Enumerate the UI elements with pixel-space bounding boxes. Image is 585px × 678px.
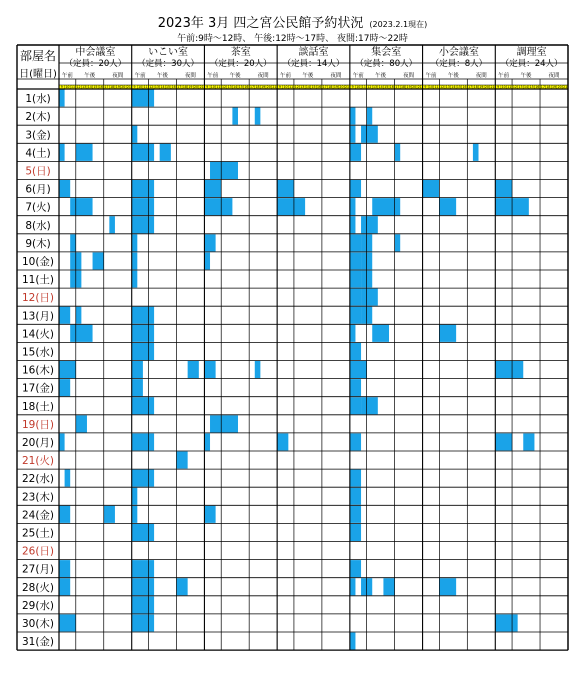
booking-block[interactable] [76, 307, 82, 324]
day-label: 29(水) [21, 599, 55, 612]
booking-block[interactable] [132, 343, 154, 360]
period-label: 午前 [134, 73, 146, 79]
hour-scale-label: 19 [551, 85, 557, 89]
hour-scale-label: 17 [104, 85, 109, 89]
booking-block[interactable] [76, 144, 93, 161]
hour-scale-label: 11 [216, 85, 221, 89]
hour-scale-label: 14 [87, 85, 92, 89]
period-label: 午後 [302, 73, 314, 79]
booking-block[interactable] [204, 506, 215, 523]
day-label: 28(火) [21, 581, 55, 594]
booking-block[interactable] [423, 180, 440, 197]
booking-block[interactable] [361, 216, 378, 233]
hour-scale-label: 16 [244, 85, 249, 89]
booking-block[interactable] [59, 578, 70, 595]
booking-block[interactable] [277, 180, 294, 197]
hour-scale-label: 11 [507, 85, 512, 89]
hour-scale-label: 12 [76, 85, 81, 89]
day-label: 25(土) [21, 527, 55, 540]
hour-scale-label: 17 [540, 85, 545, 89]
hour-scale-label: 10 [65, 85, 70, 89]
booking-block[interactable] [255, 108, 261, 125]
booking-block[interactable] [59, 180, 70, 197]
day-label: 21(火) [21, 455, 55, 468]
room-name: 茶室 [230, 47, 251, 58]
booking-block[interactable] [132, 234, 138, 251]
booking-block[interactable] [350, 578, 356, 595]
booking-block[interactable] [132, 180, 154, 197]
day-label: 16(木) [21, 364, 55, 377]
room-name: 集会室 [371, 47, 402, 58]
day-label: 11(土) [21, 274, 55, 287]
day-label: 2(木) [25, 111, 51, 124]
hour-scale-label: 15 [166, 85, 171, 89]
booking-block[interactable] [70, 234, 76, 251]
booking-block[interactable] [350, 198, 356, 215]
day-label: 4(土) [25, 147, 51, 160]
period-label: 夜間 [475, 73, 487, 79]
hour-scale-label: 13 [518, 85, 523, 89]
period-label: 午後 [156, 73, 168, 79]
hour-scale-label: 11 [70, 85, 76, 89]
booking-block[interactable] [395, 144, 401, 161]
booking-block[interactable] [132, 614, 154, 631]
day-label: 12(日) [21, 292, 55, 305]
booking-block[interactable] [76, 415, 87, 432]
hour-scale-label: 11 [143, 85, 148, 89]
booking-block[interactable] [132, 144, 154, 161]
day-label: 27(月) [21, 563, 55, 576]
room-name: 談話室 [298, 47, 329, 58]
booking-block[interactable] [361, 126, 378, 143]
hour-scale-label: 20 [266, 85, 271, 89]
booking-block[interactable] [495, 180, 512, 197]
hour-scale-label: 15 [529, 85, 534, 89]
hour-scale-label: 18 [400, 85, 406, 89]
booking-block[interactable] [176, 452, 187, 469]
booking-block[interactable] [132, 488, 138, 505]
booking-block[interactable] [204, 433, 210, 450]
hour-scale-label: 19 [479, 85, 484, 89]
period-label: 午後 [375, 73, 387, 79]
booking-block[interactable] [204, 361, 215, 378]
booking-block[interactable] [160, 144, 171, 161]
hour-scale-label: 10 [356, 85, 361, 89]
booking-block[interactable] [204, 252, 210, 269]
hour-scale-label: 21 [490, 85, 495, 89]
period-label: 夜間 [548, 73, 560, 79]
booking-block[interactable] [350, 307, 361, 324]
hour-scale-label: 12 [512, 85, 517, 89]
hour-scale-label: 14 [305, 85, 310, 89]
booking-block[interactable] [132, 596, 154, 613]
period-label: 午前 [425, 73, 437, 79]
booking-block[interactable] [372, 325, 389, 342]
booking-block[interactable] [176, 578, 187, 595]
hour-scale-label: 13 [300, 85, 305, 89]
booking-block[interactable] [132, 252, 138, 269]
hour-scale-label: 16 [535, 85, 540, 89]
hour-scale-label: 14 [160, 85, 165, 89]
booking-block[interactable] [383, 578, 394, 595]
room-capacity: （定員：8人） [430, 59, 488, 69]
date-header-label: 日(曜日) [19, 69, 57, 80]
hour-scale-label: 17 [395, 85, 400, 89]
booking-block[interactable] [204, 234, 215, 251]
day-label: 24(金) [21, 509, 55, 522]
booking-block[interactable] [350, 216, 356, 233]
hour-scale-label: 17 [177, 85, 182, 89]
period-label: 夜間 [330, 73, 342, 79]
hour-scale-label: 11 [361, 85, 366, 89]
hour-scale-label: 12 [294, 85, 299, 89]
booking-block[interactable] [70, 198, 92, 215]
hour-scale-label: 14 [451, 85, 456, 89]
hour-scale-label: 18 [182, 85, 187, 89]
hour-scale-label: 12 [221, 85, 227, 89]
period-label: 夜間 [257, 73, 269, 79]
period-label: 午前 [352, 73, 364, 79]
booking-block[interactable] [232, 108, 238, 125]
hour-scale-label: 20 [194, 85, 199, 89]
booking-block[interactable] [350, 470, 361, 487]
hour-scale-label: 17 [468, 85, 473, 89]
booking-block[interactable] [495, 614, 517, 631]
day-label: 7(火) [25, 201, 51, 214]
booking-block[interactable] [350, 252, 361, 269]
room-capacity: （定員：24人） [500, 59, 563, 69]
hour-scale-label: 19 [406, 85, 411, 89]
booking-block[interactable] [132, 90, 154, 107]
booking-block[interactable] [104, 506, 115, 523]
hour-scale-label: 19 [188, 85, 193, 89]
booking-block[interactable] [59, 144, 65, 161]
hour-scale-label: 14 [524, 85, 529, 89]
room-capacity: （定員：14人） [282, 59, 345, 69]
booking-block[interactable] [350, 234, 361, 251]
day-label: 22(水) [21, 473, 55, 486]
day-label: 20(月) [21, 436, 55, 449]
booking-block[interactable] [204, 198, 232, 215]
booking-block[interactable] [350, 560, 361, 577]
hour-scale-label: 10 [138, 85, 143, 89]
booking-block[interactable] [361, 289, 378, 306]
day-label: 14(火) [21, 328, 55, 341]
room-name: 中会議室 [75, 47, 116, 58]
booking-block[interactable] [132, 307, 154, 324]
booking-block[interactable] [350, 271, 361, 288]
hour-scale-label: 13 [154, 85, 159, 89]
booking-block[interactable] [132, 271, 138, 288]
hour-scale-label: 15 [238, 85, 243, 89]
room-capacity: （定員：80人） [355, 59, 418, 69]
hour-scale-label: 10 [501, 85, 506, 89]
period-label: 午後 [229, 73, 241, 79]
room-capacity: （定員：20人） [209, 59, 272, 69]
hour-scale-label: 12 [440, 85, 445, 89]
hour-scale-label: 17 [322, 85, 327, 89]
day-label: 26(日) [21, 545, 55, 558]
booking-block[interactable] [59, 307, 70, 324]
period-label: 夜間 [403, 73, 415, 79]
booking-block[interactable] [350, 180, 361, 197]
hour-scale-label: 13 [227, 85, 232, 89]
day-label: 8(水) [25, 219, 51, 232]
booking-block[interactable] [132, 397, 154, 414]
booking-block[interactable] [70, 325, 92, 342]
booking-block[interactable] [59, 560, 70, 577]
hour-scale-label: 21 [563, 85, 568, 89]
booking-block[interactable] [132, 578, 154, 595]
room-capacity: （定員：20人） [64, 59, 127, 69]
booking-block[interactable] [473, 144, 479, 161]
day-label: 6(月) [25, 183, 51, 196]
hour-scale-label: 9 [497, 85, 500, 89]
booking-block[interactable] [93, 252, 104, 269]
hour-scale-label: 21 [199, 85, 204, 89]
room-name: 調理室 [516, 47, 547, 58]
booking-block[interactable] [132, 198, 154, 215]
booking-block[interactable] [350, 343, 361, 360]
booking-block[interactable] [361, 397, 378, 414]
title-text: 2023年 3月 四之宮公民館予約状況 [157, 16, 364, 31]
booking-block[interactable] [495, 433, 512, 450]
hour-scale-label: 10 [283, 85, 288, 89]
day-label: 15(水) [21, 346, 55, 359]
booking-block[interactable] [439, 198, 456, 215]
hour-scale-label: 16 [462, 85, 467, 89]
hour-scale-label: 12 [149, 85, 154, 89]
hour-scale-label: 11 [289, 85, 294, 89]
hour-scale-label: 14 [233, 85, 238, 89]
period-label: 夜間 [184, 73, 196, 79]
hour-scale-label: 9 [133, 85, 136, 89]
booking-block[interactable] [59, 379, 70, 396]
booking-block[interactable] [439, 325, 456, 342]
period-label: 午前 [280, 73, 292, 79]
hour-scale-label: 9 [424, 85, 427, 89]
hour-scale-label: 12 [367, 85, 372, 89]
hour-scale-label: 13 [82, 85, 87, 89]
day-label: 17(金) [21, 382, 55, 395]
period-label: 午後 [520, 73, 532, 79]
booking-block[interactable] [65, 470, 71, 487]
hour-scale-label: 14 [378, 85, 383, 89]
hour-scale-label: 18 [328, 85, 333, 89]
hour-scale-label: 20 [121, 85, 126, 89]
booking-block[interactable] [132, 524, 154, 541]
hour-scale-label: 13 [372, 85, 378, 89]
hour-scale-label: 9 [60, 85, 63, 89]
hour-scale-label: 19 [333, 85, 338, 89]
hour-scale-label: 16 [389, 85, 394, 89]
booking-block[interactable] [277, 198, 305, 215]
hour-scale-label: 18 [110, 85, 115, 89]
booking-block[interactable] [439, 578, 456, 595]
booking-block[interactable] [132, 470, 154, 487]
booking-block[interactable] [367, 108, 373, 125]
day-label: 13(月) [21, 310, 55, 323]
period-label: 夜間 [112, 73, 124, 79]
hour-scale-label: 18 [546, 85, 551, 89]
hour-scale-label: 20 [484, 85, 489, 89]
booking-block[interactable] [350, 108, 356, 125]
booking-block[interactable] [350, 144, 361, 161]
booking-block[interactable] [495, 361, 523, 378]
booking-block[interactable] [210, 415, 238, 432]
day-label: 31(金) [21, 636, 55, 649]
hour-scale-label: 19 [115, 85, 120, 89]
booking-block[interactable] [59, 614, 76, 631]
booking-block[interactable] [132, 216, 154, 233]
hour-scale-label: 20 [412, 85, 417, 89]
booking-block[interactable] [350, 289, 361, 306]
hours-note: 午前:9時～12時、 午後:12時～17時、 夜間:17時～22時 [177, 34, 408, 44]
room-name: いこい室 [148, 47, 189, 58]
hour-scale-label: 18 [473, 85, 478, 89]
booking-block[interactable] [350, 397, 361, 414]
day-label: 30(木) [21, 617, 55, 630]
booking-block[interactable] [350, 524, 361, 541]
booking-block[interactable] [132, 126, 138, 143]
room-header-label: 部屋名 [19, 49, 57, 63]
booking-block[interactable] [372, 198, 400, 215]
hour-scale-label: 16 [171, 85, 176, 89]
booking-block[interactable] [132, 361, 143, 378]
booking-block[interactable] [59, 361, 76, 378]
day-label: 19(日) [21, 418, 55, 431]
booking-block[interactable] [395, 234, 401, 251]
booking-block[interactable] [210, 162, 238, 179]
period-label: 午後 [447, 73, 459, 79]
day-label: 9(木) [25, 237, 51, 250]
booking-block[interactable] [350, 488, 361, 505]
hour-scale-label: 15 [311, 85, 316, 89]
day-label: 1(水) [25, 93, 51, 106]
day-label: 10(金) [21, 255, 55, 268]
day-label: 18(土) [21, 400, 55, 413]
room-capacity: （定員：30人） [137, 59, 199, 69]
hour-scale-label: 9 [351, 85, 354, 89]
hour-scale-label: 16 [98, 85, 103, 89]
as-of-date: (2023.2.1現在) [369, 20, 428, 29]
booking-block[interactable] [132, 506, 138, 523]
hour-scale-label: 16 [317, 85, 322, 89]
booking-block[interactable] [132, 379, 143, 396]
hour-scale-label: 17 [249, 85, 255, 89]
booking-block[interactable] [350, 379, 361, 396]
booking-block[interactable] [188, 361, 199, 378]
booking-block[interactable] [523, 433, 534, 450]
period-label: 午前 [207, 73, 219, 79]
booking-block[interactable] [132, 560, 154, 577]
hour-scale-label: 15 [93, 85, 98, 89]
hour-scale-label: 21 [345, 85, 350, 89]
day-label: 3(金) [25, 129, 51, 142]
booking-block[interactable] [350, 325, 356, 342]
hour-scale-label: 19 [261, 85, 266, 89]
booking-block[interactable] [59, 506, 70, 523]
booking-block[interactable] [350, 633, 356, 650]
booking-block[interactable] [255, 361, 261, 378]
booking-block[interactable] [59, 433, 65, 450]
hour-scale-label: 10 [428, 85, 433, 89]
booking-block[interactable] [132, 433, 154, 450]
hour-scale-label: 10 [210, 85, 215, 89]
booking-block[interactable] [59, 90, 65, 107]
hour-scale-label: 9 [278, 85, 281, 89]
hour-scale-label: 21 [417, 85, 422, 89]
hour-scale-label: 15 [456, 85, 461, 89]
booking-block[interactable] [204, 180, 221, 197]
hour-scale-label: 15 [384, 85, 389, 89]
period-label: 午前 [498, 73, 510, 79]
booking-block[interactable] [350, 126, 356, 143]
hour-scale-label: 20 [557, 85, 562, 89]
booking-block[interactable] [132, 325, 154, 342]
hour-scale-label: 20 [339, 85, 344, 89]
booking-block[interactable] [350, 361, 367, 378]
period-label: 午後 [84, 73, 96, 79]
booking-block[interactable] [350, 506, 361, 523]
booking-block[interactable] [109, 216, 115, 233]
hour-scale-label: 21 [272, 85, 277, 89]
day-label: 23(木) [21, 491, 55, 504]
hour-scale-label: 13 [445, 85, 450, 89]
period-label: 午前 [61, 73, 73, 79]
day-label: 5(日) [25, 165, 51, 178]
hour-scale-label: 9 [206, 85, 209, 89]
booking-block[interactable] [277, 433, 288, 450]
hour-scale-label: 18 [255, 85, 260, 89]
booking-block[interactable] [350, 433, 361, 450]
room-name: 小会議室 [438, 47, 479, 58]
hour-scale-label: 21 [126, 85, 131, 89]
hour-scale-label: 11 [434, 85, 439, 89]
